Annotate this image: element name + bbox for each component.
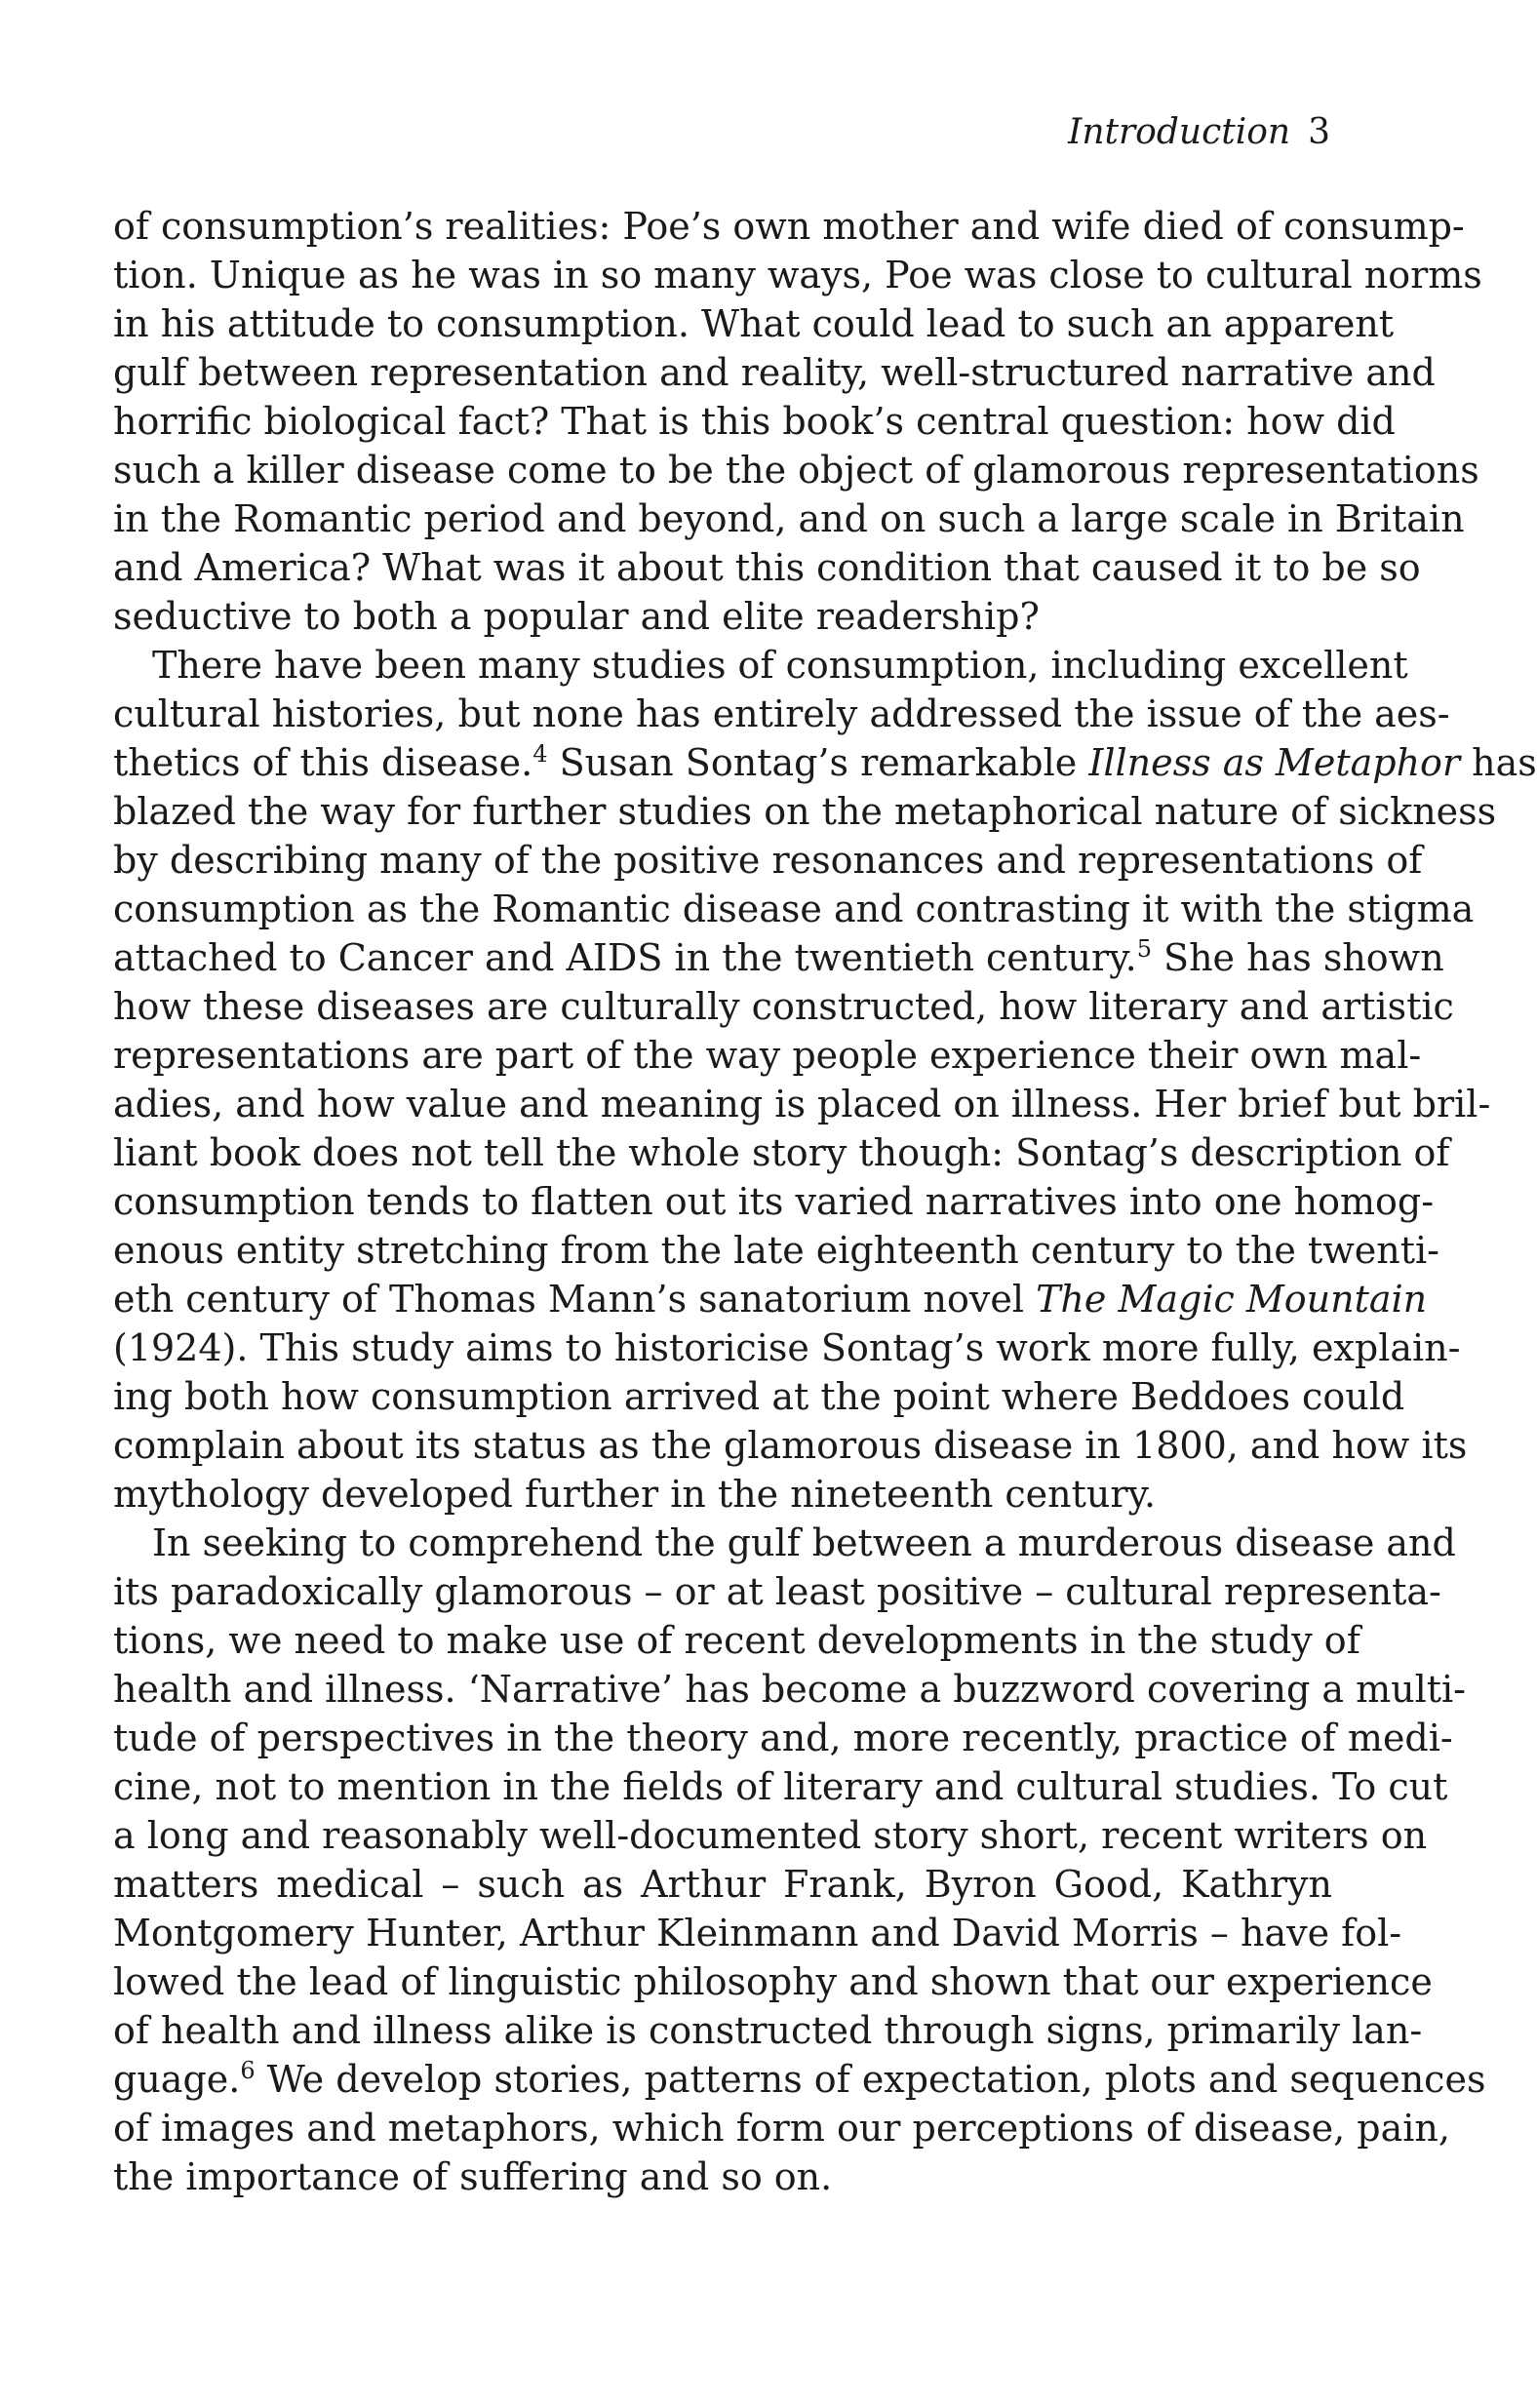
text-span: She has shown (1151, 936, 1444, 979)
text-line: lowed the lead of linguistic philosophy and shown that our experience (113, 1960, 1433, 2003)
text-line: matters medical – such as Arthur Frank, Byron Good, Kathryn (113, 1863, 1332, 1906)
text-line: gulf between representation and reality, well-structured narrative and (113, 351, 1436, 394)
text-line: blazed the way for further studies on the metaphorical nature of sickness (113, 790, 1497, 833)
text-line: There have been many studies of consumption, including excellent (152, 644, 1408, 687)
text-line: health and illness. ‘Narrative’ has become a buzzword covering a multi- (113, 1668, 1467, 1711)
text-line: Montgomery Hunter, Arthur Kleinmann and David Morris – have fol- (113, 1912, 1402, 1954)
text-line: adies, and how value and meaning is placed on illness. Her brief but bril- (113, 1083, 1491, 1125)
text-line: (1924). This study aims to historicise Sontag’s work more fully, explain- (113, 1326, 1461, 1369)
text-line: complain about its status as the glamorous disease in 1800, and how its (113, 1424, 1468, 1467)
book-title-illness-as-metaphor: Illness as Metaphor (1088, 741, 1461, 784)
text-line (113, 2055, 1486, 2104)
text-line: the importance of suffering and so on. (113, 2155, 833, 2198)
text-line (113, 933, 1444, 982)
text-line: tions, we need to make use of recent developments in the study of (113, 1619, 1360, 1662)
footnote-marker-6: 6 (240, 2057, 256, 2084)
text-span: eth century of Thomas Mann’s sanatorium novel (113, 1278, 1037, 1321)
paragraph-3 (113, 1519, 1486, 2201)
text-line: by describing many of the positive resonances and representations of (113, 839, 1423, 882)
text-line: tude of perspectives in the theory and, more recently, practice of medi- (113, 1717, 1453, 1759)
text-line (113, 738, 1537, 787)
text-line: in the Romantic period and beyond, and on such a large scale in Britain (113, 497, 1465, 540)
text-span: guage. (113, 2058, 241, 2101)
text-span: Susan Sontag’s remarkable (547, 741, 1089, 784)
text-line: enous entity stretching from the late eighteenth century to the twenti- (113, 1229, 1440, 1272)
footnote-marker-5: 5 (1136, 935, 1152, 963)
page-number: 3 (1308, 112, 1330, 152)
running-head-title: Introduction (1068, 112, 1291, 152)
text-span: attached to Cancer and AIDS in the twentieth century. (113, 936, 1137, 979)
text-line: representations are part of the way people experience their own mal- (113, 1034, 1422, 1077)
paragraph-2 (113, 641, 1537, 1519)
text-line: tion. Unique as he was in so many ways, Poe was close to cultural norms (113, 254, 1482, 296)
text-line: seductive to both a popular and elite readership? (113, 595, 1040, 638)
text-line: liant book does not tell the whole story though: Sontag’s description of (113, 1131, 1450, 1174)
body-text (113, 202, 1537, 2201)
text-line: consumption tends to flatten out its varied narratives into one homog- (113, 1180, 1435, 1223)
book-title-magic-mountain: The Magic Mountain (1036, 1278, 1428, 1321)
text-line: such a killer disease come to be the object of glamorous representations (113, 449, 1479, 492)
text-line: of images and metaphors, which form our perceptions of disease, pain, (113, 2107, 1450, 2150)
text-span: has (1460, 741, 1537, 784)
text-line: in his attitude to consumption. What could lead to such an apparent (113, 302, 1395, 345)
text-line: of consumption’s realities: Poe’s own mother and wife died of consump- (113, 205, 1465, 248)
text-span: We develop stories, patterns of expectation, plots and sequences (255, 2058, 1486, 2101)
text-line: mythology developed further in the nineteenth century. (113, 1473, 1157, 1516)
text-line: horrific biological fact? That is this book’s central question: how did (113, 400, 1396, 443)
text-line: ing both how consumption arrived at the point where Beddoes could (113, 1375, 1405, 1418)
paragraph-1 (113, 202, 1482, 641)
text-line: cultural histories, but none has entirely addressed the issue of the aes- (113, 692, 1450, 735)
text-line: a long and reasonably well-documented story short, recent writers on (113, 1814, 1428, 1857)
text-line: consumption as the Romantic disease and contrasting it with the stigma (113, 888, 1475, 930)
text-span: thetics of this disease. (113, 741, 533, 784)
footnote-marker-4: 4 (532, 740, 548, 768)
text-line: cine, not to mention in the fields of literary and cultural studies. To cut (113, 1765, 1448, 1808)
text-line: how these diseases are culturally constructed, how literary and artistic (113, 985, 1454, 1028)
running-head (1068, 109, 1330, 156)
text-line: of health and illness alike is constructed through signs, primarily lan- (113, 2009, 1423, 2052)
text-line (113, 1275, 1428, 1323)
text-line: In seeking to comprehend the gulf between a murderous disease and (152, 1521, 1456, 1564)
text-line: its paradoxically glamorous – or at least positive – cultural representa- (113, 1570, 1441, 1613)
text-line: and America? What was it about this condition that caused it to be so (113, 546, 1421, 589)
